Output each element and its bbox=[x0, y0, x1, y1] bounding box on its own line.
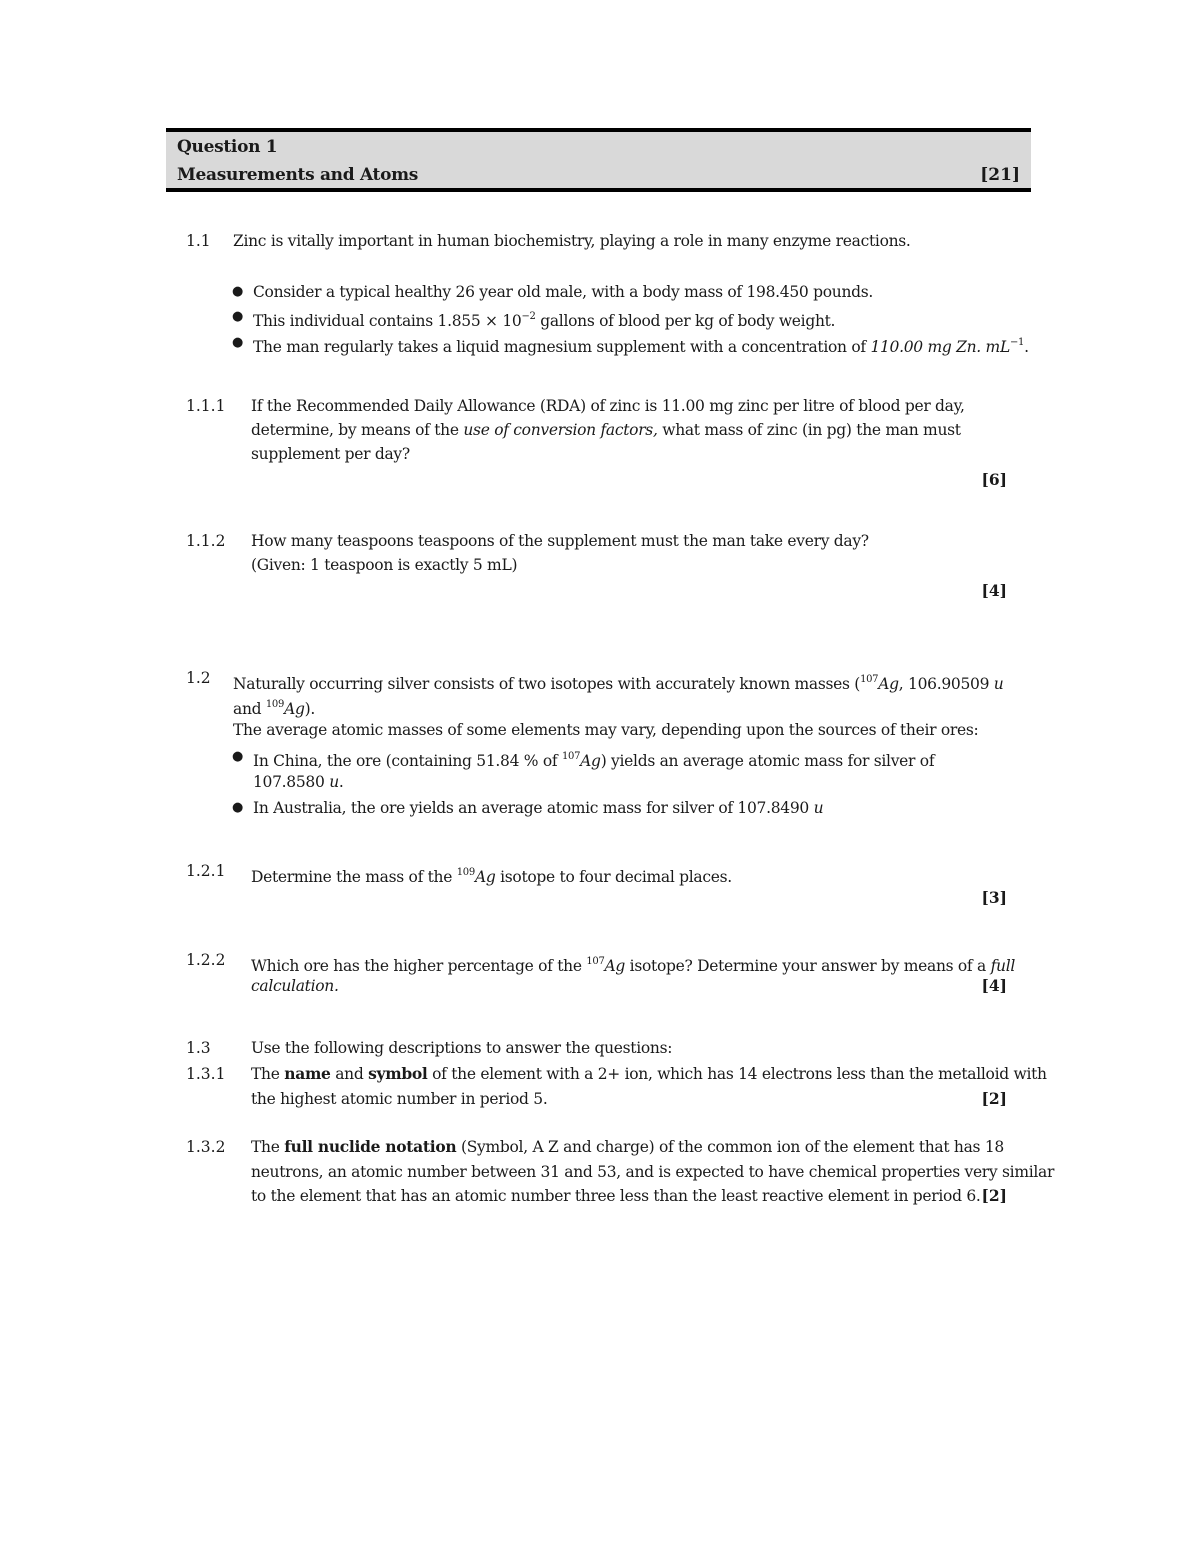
q1-1-2-line-2: (Given: 1 teaspoon is exactly 5 mL) bbox=[251, 556, 518, 574]
q1-3-2-line-3: to the element that has an atomic number three less than the least reactive element in period 6. bbox=[251, 1187, 981, 1205]
bullet-icon: ● bbox=[232, 284, 244, 299]
q1-3-1-line-2: the highest atomic number in period 5. bbox=[251, 1090, 548, 1108]
q1-3-2-marks: [2] bbox=[981, 1186, 1007, 1205]
q1-2-2-marks: [4] bbox=[981, 976, 1007, 995]
q1-3-1-marks: [2] bbox=[981, 1089, 1007, 1108]
q1-3-1-line-1: The name and symbol of the element with a 2+ ion, which has 14 electrons less than the metalloid with bbox=[251, 1064, 1047, 1083]
question-subtitle: Measurements and Atoms bbox=[177, 165, 419, 185]
bullet-icon: ● bbox=[232, 335, 244, 350]
q1-1-bullet-2: This individual contains $1.855 \times 10^{-2}$ gallons of blood per kg of body weight. bbox=[253, 311, 836, 330]
bullet-icon: ● bbox=[232, 309, 244, 324]
question-total-marks: [21] bbox=[980, 165, 1020, 185]
q1-3-2-line-1: The full nuclide notation (Symbol, A Z and charge) of the common ion of the element that has 18 bbox=[251, 1137, 1004, 1156]
q1-2-number: 1.2 bbox=[186, 669, 211, 687]
q1-1-1-line-1: If the Recommended Daily Allowance (RDA) of zinc is 11.00 mg zinc per litre of blood per day, bbox=[251, 397, 965, 415]
q1-2-line-3: The average atomic masses of some elements may vary, depending upon the sources of their ores: bbox=[233, 721, 979, 739]
q1-1-intro: Zinc is vitally important in human biochemistry, playing a role in many enzyme reactions. bbox=[233, 232, 911, 250]
q1-2-line-1: Naturally occurring silver consists of two isotopes with accurately known masses ($^{107}$Ag, 106.90509 u bbox=[233, 674, 1004, 693]
q1-2-2-line-2: calculation. bbox=[251, 977, 339, 995]
q1-1-bullet-1: Consider a typical healthy 26 year old male, with a body mass of 198.450 pounds. bbox=[253, 283, 874, 301]
q1-1-number: 1.1 bbox=[186, 232, 211, 250]
q1-1-1-marks: [6] bbox=[981, 470, 1007, 489]
q1-3-text: Use the following descriptions to answer the questions: bbox=[251, 1039, 673, 1057]
q1-3-2-line-2: neutrons, an atomic number between 31 and 53, and is expected to have chemical properties very similar bbox=[251, 1163, 1055, 1181]
question-title: Question 1 bbox=[177, 137, 278, 157]
q1-2-1-marks: [3] bbox=[981, 888, 1007, 907]
q1-2-line-2: and $^{109}$Ag). bbox=[233, 699, 315, 718]
q1-2-bullet-1: In China, the ore (containing 51.84 % of $^{107}$Ag) yields an average atomic mass for silver of bbox=[253, 751, 935, 770]
q1-2-1-number: 1.2.1 bbox=[186, 862, 226, 880]
bullet-icon: ● bbox=[232, 749, 244, 764]
q1-2-2-line-1: Which ore has the higher percentage of the $^{107}$Ag isotope? Determine your answer by means of a full bbox=[251, 956, 1016, 975]
q1-1-2-number: 1.1.2 bbox=[186, 532, 226, 550]
bullet-icon: ● bbox=[232, 800, 244, 815]
q1-1-bullet-3: The man regularly takes a liquid magnesium supplement with a concentration of 110.00 mg Zn. $mL^{-1}$. bbox=[253, 337, 1029, 356]
q1-1-2-line-1: How many teaspoons teaspoons of the supplement must the man take every day? bbox=[251, 532, 869, 550]
q1-1-1-line-3: supplement per day? bbox=[251, 445, 410, 463]
q1-3-1-number: 1.3.1 bbox=[186, 1065, 226, 1083]
q1-2-bullet-1-line-2: 107.8580 u. bbox=[253, 773, 344, 791]
q1-2-2-number: 1.2.2 bbox=[186, 951, 226, 969]
q1-2-1-text: Determine the mass of the $^{109}$Ag isotope to four decimal places. bbox=[251, 867, 732, 886]
q1-1-1-number: 1.1.1 bbox=[186, 397, 226, 415]
question-header bbox=[166, 128, 1031, 192]
q1-3-number: 1.3 bbox=[186, 1039, 211, 1057]
q1-1-1-line-2: determine, by means of the use of conversion factors, what mass of zinc (in pg) the man must bbox=[251, 421, 961, 439]
q1-1-2-marks: [4] bbox=[981, 581, 1007, 600]
q1-2-bullet-2: In Australia, the ore yields an average atomic mass for silver of 107.8490 u bbox=[253, 799, 824, 817]
q1-3-2-number: 1.3.2 bbox=[186, 1138, 226, 1156]
